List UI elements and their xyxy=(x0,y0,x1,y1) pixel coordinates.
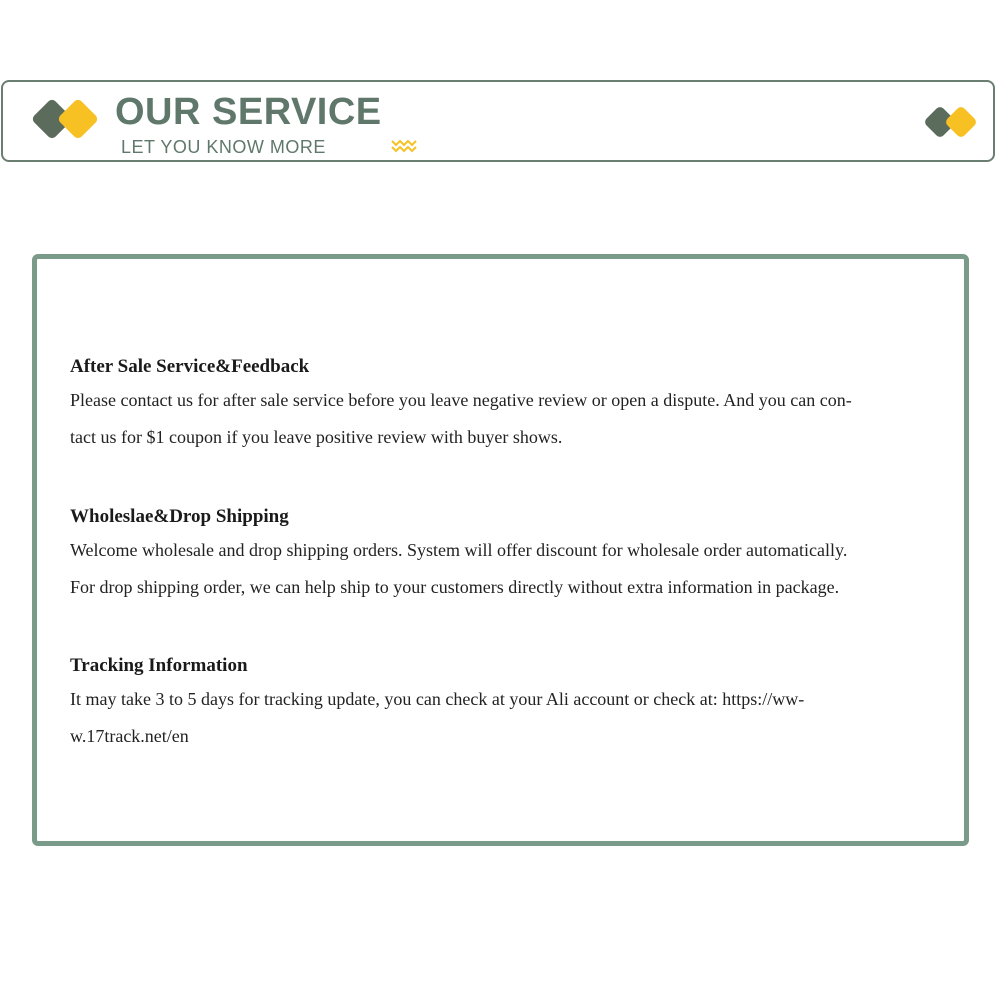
body-line: Welcome wholesale and drop shipping orders. System will offer discount for wholesale order automatically. xyxy=(70,540,848,560)
yellow-diamond-shape xyxy=(57,98,99,140)
section-title: After Sale Service&Feedback xyxy=(70,356,310,377)
section-body xyxy=(70,681,920,755)
section-title: Tracking Information xyxy=(70,655,248,676)
service-banner xyxy=(1,80,995,162)
yellow-diamond-shape xyxy=(944,105,978,139)
body-line: w.17track.net/en xyxy=(70,726,189,746)
body-line: tact us for $1 coupon if you leave positive review with buyer shows. xyxy=(70,427,563,447)
diamonds-right-icon xyxy=(923,106,983,144)
wave-icon xyxy=(391,138,419,156)
section-body xyxy=(70,382,920,456)
section-title: Wholeslae&Drop Shipping xyxy=(70,506,289,527)
banner-subtitle: LET YOU KNOW MORE xyxy=(121,137,326,157)
body-line: For drop shipping order, we can help ship to your customers directly without extra information in package. xyxy=(70,577,840,597)
service-info-panel xyxy=(32,254,969,846)
banner-title: OUR SERVICE xyxy=(115,91,382,133)
body-line: It may take 3 to 5 days for tracking update, you can check at your Ali account or check at: https://ww- xyxy=(70,689,805,709)
body-line: Please contact us for after sale service before you leave negative review or open a dispute. And you can con- xyxy=(70,390,852,410)
section-wholesale xyxy=(70,505,920,606)
section-body xyxy=(70,532,920,606)
section-tracking xyxy=(70,654,920,755)
section-after-sale xyxy=(70,355,920,456)
diamonds-left-icon xyxy=(33,100,103,144)
